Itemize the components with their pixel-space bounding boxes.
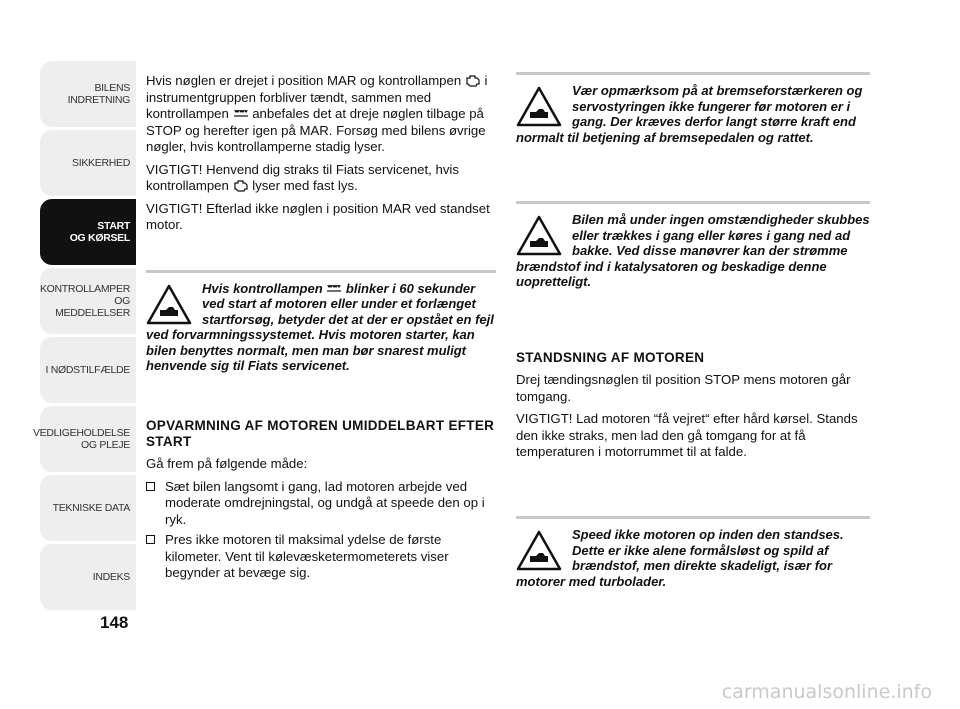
checkbox-bullet-icon [146, 535, 155, 544]
tab-label: I NØDSTILFÆLDE [45, 364, 130, 376]
paragraph: Drej tændingsnøglen til position STOP mens motoren går tomgang. [516, 372, 851, 404]
tab-i-nodstilfaelde[interactable] [40, 337, 136, 403]
warning-triangle-icon [516, 85, 562, 127]
text: lyser med fast lys. [252, 178, 358, 193]
text: blinker i 60 sekunder ved start af motoren eller under et forlænget startforsøg, betyder det at der er opstået en fejl ved forvarmningssystemet. Hvis motoren starter, kan bilen benyttes normalt, men man bør snarest muligt henvende sig til Fiats servicenet. [146, 280, 494, 374]
warning-box [516, 212, 870, 290]
tab-start-og-korsel[interactable] [40, 199, 136, 265]
warning-triangle-icon [516, 529, 562, 571]
left-column [146, 73, 496, 586]
chapter-tabs [32, 61, 136, 613]
text: Pres ikke motoren til maksimal ydelse de første kilometer. Vent til kølevæsketermometerets viser begynder at bevæge sig. [165, 532, 449, 581]
tab-label: START [97, 220, 130, 232]
tab-label: KONTROLLAMPER [39, 283, 130, 295]
bullet-list [146, 479, 496, 582]
tab-label: INDRETNING [67, 94, 130, 106]
engine-failure-icon [233, 179, 249, 192]
tab-vedligeholdelse[interactable] [32, 406, 136, 472]
right-column [516, 350, 870, 467]
divider [516, 201, 870, 204]
text: Speed ikke motoren op inden den standses. Dette er ikke alene formålsløst og spild af brændstof, men direkte skadeligt, især for motorer med turbolader. [516, 527, 844, 589]
checkbox-bullet-icon [146, 482, 155, 491]
right-column [516, 201, 870, 290]
text: Hvis kontrollampen [202, 280, 323, 296]
warning-box [516, 527, 870, 589]
tab-label: VEDLIGEHOLDELSE [32, 427, 130, 439]
tab-label: TEKNISKE DATA [52, 502, 130, 514]
right-column [516, 72, 870, 145]
warning-triangle-icon [146, 283, 192, 325]
right-column [516, 516, 870, 589]
paragraph: VIGTIGT! Lad motoren “få vejret“ efter hård kørsel. Stands den ikke straks, men lad den gå tomgang for at få temperaturen i motorrummet til at falde. [516, 411, 858, 459]
divider [516, 516, 870, 519]
divider [516, 72, 870, 75]
tab-sikkerhed[interactable] [40, 130, 136, 196]
text: i instrumentgruppen forbliver tændt, sammen med kontrollampen [146, 73, 488, 121]
page-number: 148 [100, 613, 129, 632]
warning-box [516, 83, 870, 145]
paragraph [146, 162, 496, 195]
glow-plug-icon [233, 107, 249, 120]
glow-plug-icon [326, 282, 342, 295]
paragraph [146, 73, 496, 156]
tab-bilens-indretning[interactable] [40, 61, 136, 127]
text: Bilen må under ingen omstændigheder skubbes eller trækkes i gang eller køres i gang ned ad bakke. Ved disse manøvrer kan der strømme brændstof ind i katalysatoren og beskadige denne uopretteligt. [516, 212, 870, 290]
list-item [146, 532, 496, 582]
list-item [146, 479, 496, 529]
tab-label: SIKKERHED [72, 157, 130, 169]
watermark: carmanualsonline.info [721, 681, 932, 703]
tab-label: OG KØRSEL [69, 232, 130, 244]
paragraph: Gå frem på følgende måde: [146, 456, 308, 472]
section-heading: OPVARMNING AF MOTOREN UMIDDELBART EFTER START [146, 418, 495, 450]
tab-label: OG MEDDELELSER [55, 295, 130, 319]
text: Vær opmærksom på at bremseforstærkeren og servostyringen ikke fungerer før motoren er i gang. Der kræves derfor langt større kraft end normalt til betjening af bremsepedalen og rattet. [516, 83, 863, 145]
tab-tekniske-data[interactable] [40, 475, 136, 541]
text: VIGTIGT! Henvend dig straks til Fiats servicenet, hvis kontrollampen [146, 161, 459, 193]
tab-indeks[interactable] [40, 544, 136, 610]
paragraph: VIGTIGT! Efterlad ikke nøglen i position MAR ved standset motor. [146, 200, 490, 232]
tab-label: OG PLEJE [81, 439, 130, 451]
engine-failure-icon [465, 74, 481, 87]
tab-label: BILENS [94, 82, 130, 94]
section-heading: STANDSNING AF MOTOREN [516, 350, 705, 365]
tab-label: INDEKS [92, 571, 130, 583]
tab-kontrollamper[interactable] [40, 268, 136, 334]
text: Sæt bilen langsomt i gang, lad motoren arbejde ved moderate omdrejningstal, og undgå at speede den op i ryk. [165, 478, 485, 527]
warning-triangle-icon [516, 214, 562, 256]
divider [146, 270, 496, 273]
warning-box [146, 281, 496, 375]
text: Hvis nøglen er drejet i position MAR og kontrollampen [146, 73, 462, 88]
text: anbefales det at dreje nøglen tilbage på STOP og herefter igen på MAR. Forsøg med bilens øvrige nøgler, hvis kontrollamperne stadig lyser. [146, 106, 486, 154]
